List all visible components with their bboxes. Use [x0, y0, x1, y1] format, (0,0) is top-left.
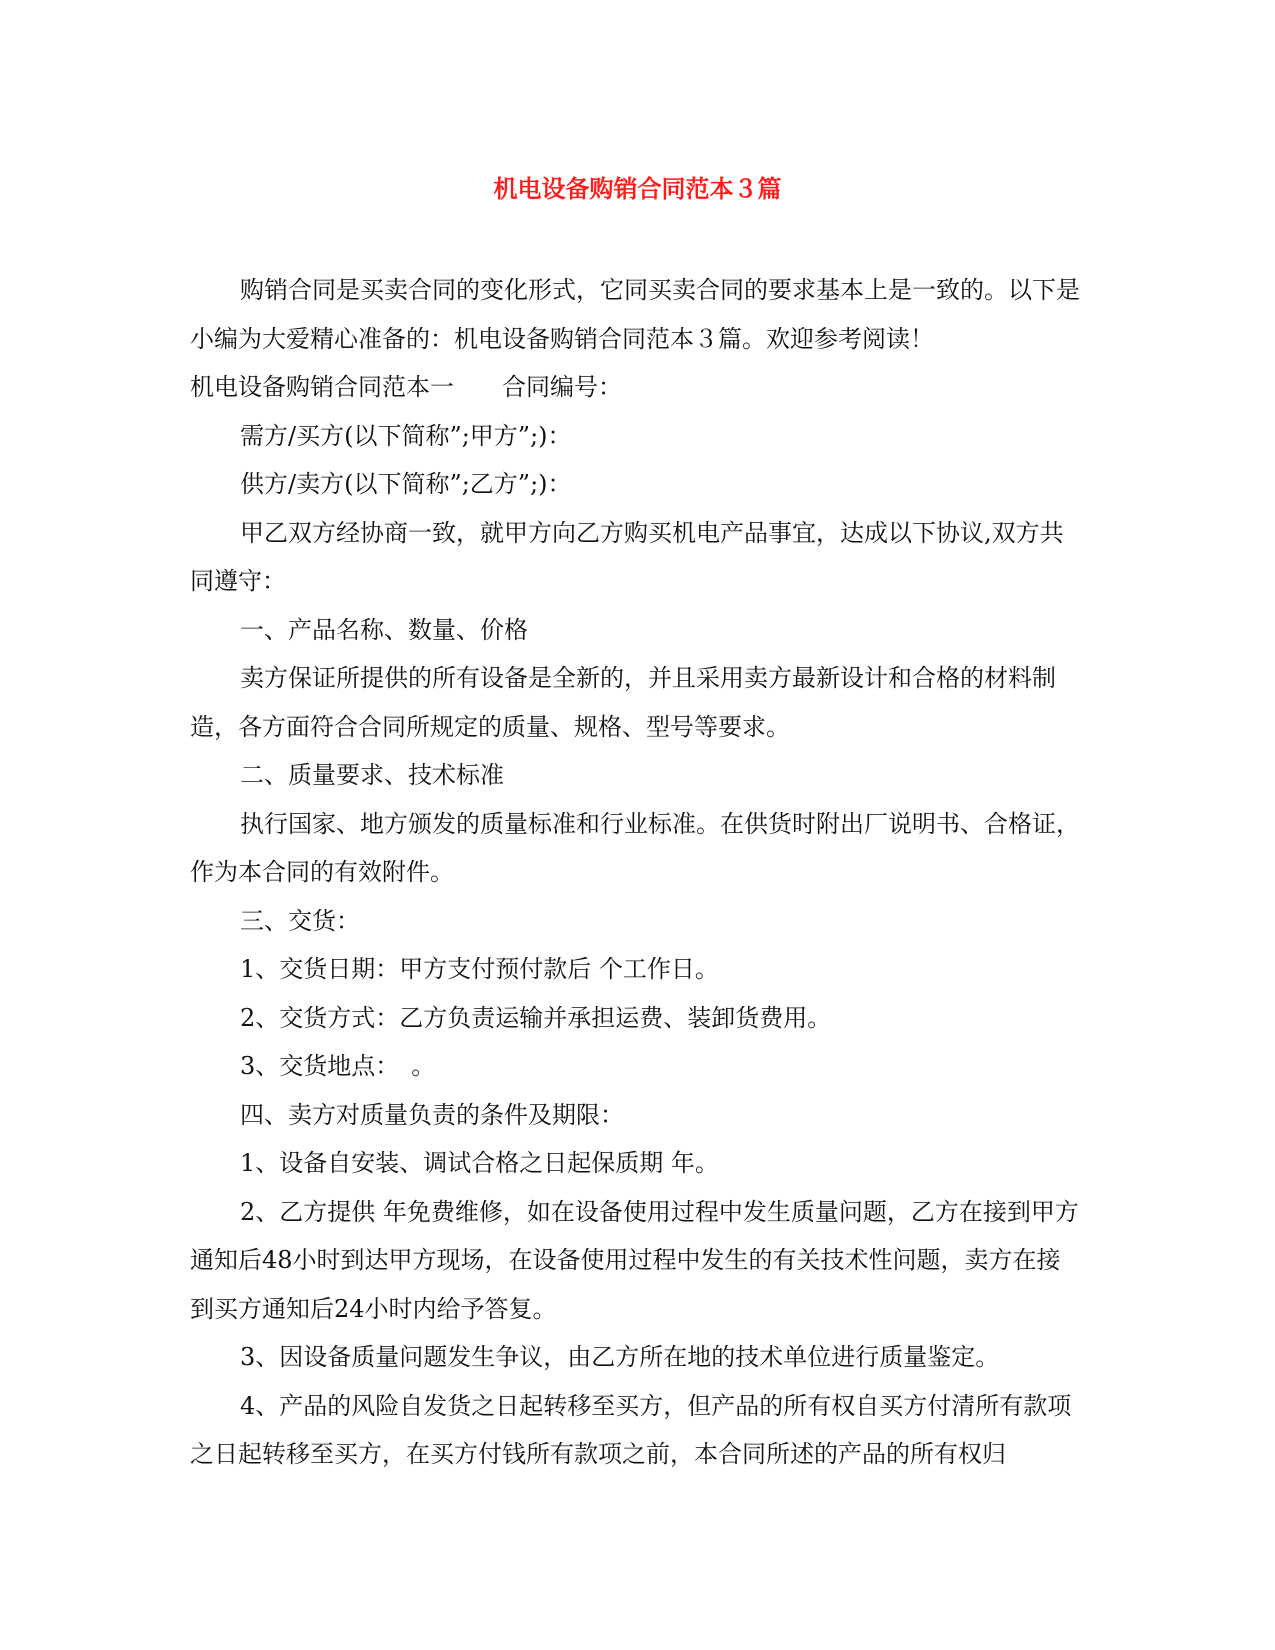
- paragraph-intro: 购销合同是买卖合同的变化形式，它同买卖合同的要求基本上是一致的。以下是小编为大爱精心准备的：机电设备购销合同范本３篇。欢迎参考阅读！: [190, 276, 1080, 353]
- document-body: [190, 266, 1080, 1479]
- document-title: 机电设备购销合同范本３篇: [493, 174, 782, 203]
- section-heading-2: 二、质量要求、技术标准: [240, 761, 504, 789]
- contract-heading: 机电设备购销合同范本一: [190, 373, 454, 401]
- list-item-dispute: 3、因设备质量问题发生争议，由乙方所在地的技术单位进行质量鉴定。: [240, 1343, 1000, 1371]
- list-item-delivery-date: 1、交货日期：甲方支付预付款后 个工作日。: [240, 955, 719, 983]
- list-item-delivery-method: 2、交货方式：乙方负责运输并承担运费、装卸货费用。: [240, 1003, 832, 1032]
- paragraph-section-1: 卖方保证所提供的所有设备是全新的，并且采用卖方最新设计和合格的材料制造，各方面符合合同所规定的质量、规格、型号等要求。: [190, 664, 1056, 741]
- section-heading-3: 三、交货：: [240, 906, 360, 935]
- list-item-warranty: 1、设备自安装、调试合格之日起保质期 年。: [240, 1149, 719, 1177]
- contract-number-label: 合同编号：: [502, 373, 622, 401]
- paragraph-section-2: 执行国家、地方颁发的质量标准和行业标准。在供货时附出厂说明书、合格证，作为本合同的有效附件。: [190, 809, 1080, 886]
- list-item-risk-transfer: 4、产品的风险自发货之日起转移至买方，但产品的所有权自买方付清所有款项之日起转移至买方，在买方付钱所有款项之前，本合同所述的产品的所有权归: [190, 1391, 1072, 1468]
- paragraph-buyer: 需方/买方(以下简称”;甲方”;)：: [240, 421, 572, 450]
- list-item-delivery-place: 3、交货地点： 。: [240, 1052, 436, 1080]
- list-item-maintenance: 2、乙方提供 年免费维修，如在设备使用过程中发生质量问题，乙方在接到甲方通知后48小时到达甲方现场，在设备使用过程中发生的有关技术性问题，卖方在接到买方通知后24小时内给予答复。: [190, 1197, 1079, 1323]
- paragraph-agreement: 甲乙双方经协商一致，就甲方向乙方购买机电产品事宜，达成以下协议,双方共同遵守：: [190, 518, 1064, 595]
- paragraph-contract-heading: [190, 363, 1080, 412]
- section-heading-4: 四、卖方对质量负责的条件及期限：: [240, 1100, 624, 1129]
- section-heading-1: 一、产品名称、数量、价格: [240, 615, 528, 644]
- paragraph-seller: 供方/卖方(以下简称”;乙方”;)：: [240, 470, 572, 498]
